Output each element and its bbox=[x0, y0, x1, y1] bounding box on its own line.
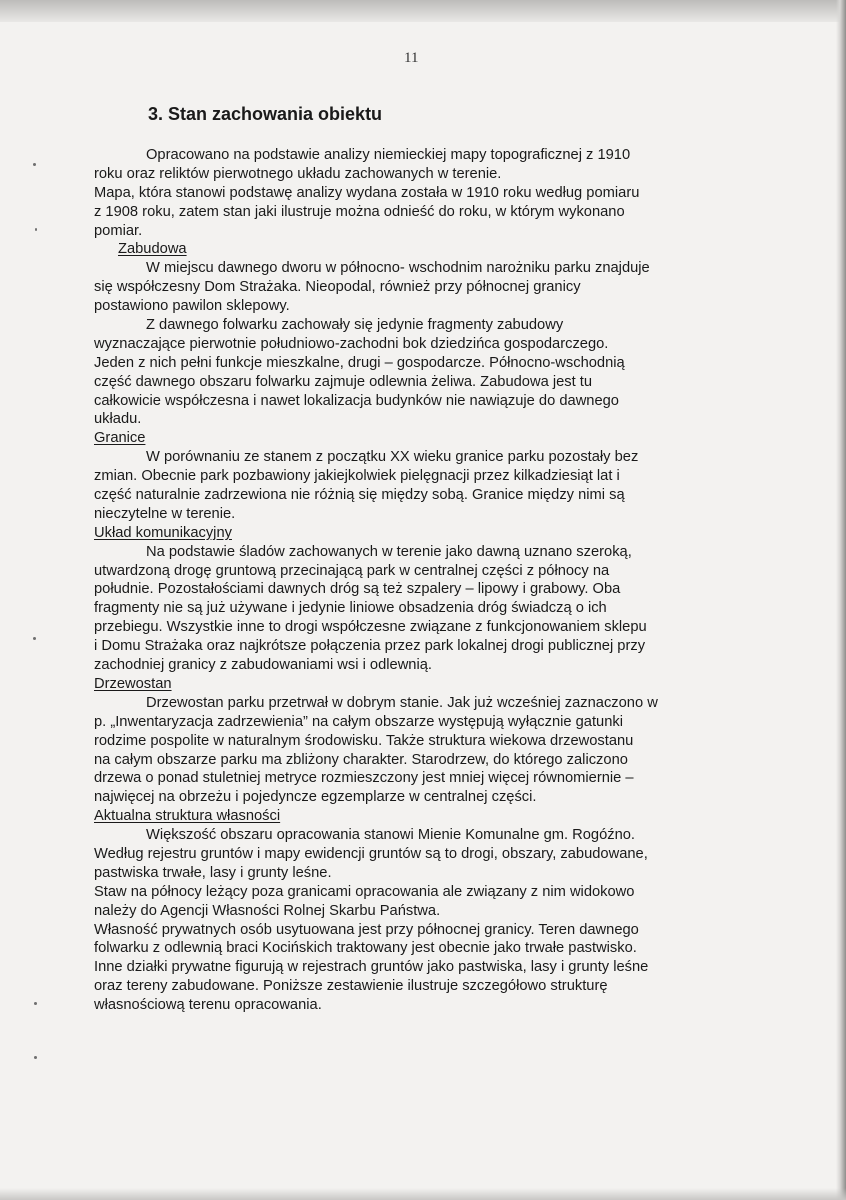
scan-speck bbox=[35, 228, 37, 231]
text-line: postawiono pawilon sklepowy. bbox=[94, 298, 290, 315]
subsection-heading: Zabudowa bbox=[118, 241, 187, 258]
text-line: i Domu Strażaka oraz najkrótsze połączenia przez park lokalnej drogi publicznej przy bbox=[94, 638, 646, 655]
text-line: Według rejestru gruntów i mapy ewidencji gruntów są to drogi, obszary, zabudowane, bbox=[94, 845, 648, 862]
scan-speck bbox=[33, 163, 36, 166]
text-line: najwięcej na obrzeżu i pojedyncze egzemplarze w centralnej części. bbox=[94, 789, 537, 806]
text-line: południe. Pozostałościami dawnych dróg są też szpalery – lipowy i grabowy. Oba bbox=[94, 581, 621, 598]
subsection-heading: Granice bbox=[94, 430, 146, 447]
text-line: Z dawnego folwarku zachowały się jedynie fragmenty zabudowy bbox=[146, 317, 564, 334]
text-line: Większość obszaru opracowania stanowi Mienie Komunalne gm. Rogóźno. bbox=[146, 827, 636, 844]
text-line: własnościową terenu opracowania. bbox=[94, 997, 322, 1014]
text-line: Własność prywatnych osób usytuowana jest przy północnej granicy. Teren dawnego bbox=[94, 921, 639, 938]
text-line: Mapa, która stanowi podstawę analizy wydana została w 1910 roku według pomiaru bbox=[94, 184, 640, 201]
text-line: z 1908 roku, zatem stan jaki ilustruje można odnieść do roku, w którym wykonano bbox=[94, 203, 625, 220]
text-line: na całym obszarze parku ma zbliżony charakter. Starodrzew, do którego zaliczono bbox=[94, 751, 628, 768]
subsection-heading: Aktualna struktura własności bbox=[94, 808, 281, 825]
scan-edge-top bbox=[0, 0, 846, 22]
text-line: rodzime pospolite w naturalnym środowisku. Także struktura wiekowa drzewostanu bbox=[94, 732, 634, 749]
text-line: całkowicie współczesna i nawet lokalizacja budynków nie nawiązuje do dawnego bbox=[94, 392, 619, 409]
text-line: Opracowano na podstawie analizy niemieckiej mapy topograficznej z 1910 bbox=[146, 147, 631, 163]
text-line: się współczesny Dom Strażaka. Nieopodal, również przy północnej granicy bbox=[94, 279, 581, 296]
text-line: zmian. Obecnie park pozbawiony jakiejkolwiek pielęgnacji przez kilkadziesiąt lat i bbox=[94, 468, 620, 485]
text-line: pastwiska trwałe, lasy i grunty leśne. bbox=[94, 864, 332, 881]
text-line: utwardzoną drogę gruntową przecinającą park w centralnej części z północy na bbox=[94, 562, 610, 579]
text-line: roku oraz reliktów pierwotnego układu zachowanych w terenie. bbox=[94, 165, 502, 182]
text-line: wyznaczające pierwotnie południowo-zachodni bok dziedzińca gospodarczego. bbox=[94, 335, 609, 352]
scan-edge-bottom bbox=[0, 1188, 846, 1200]
scan-speck bbox=[33, 637, 36, 640]
text-line: Inne działki prywatne figurują w rejestrach gruntów jako pastwiska, lasy i grunty leśne bbox=[94, 959, 649, 976]
document-body bbox=[94, 146, 754, 1015]
text-line: Staw na północy leżący poza granicami opracowania ale związany z nim widokowo bbox=[94, 883, 635, 900]
text-line: Drzewostan parku przetrwał w dobrym stanie. Jak już wcześniej zaznaczono w bbox=[146, 694, 658, 711]
text-line: układu. bbox=[94, 411, 142, 428]
subsection-heading: Układ komunikacyjny bbox=[94, 524, 232, 541]
text-line: folwarku z odlewnią braci Kocińskich traktowany jest obecnie jako trwałe pastwisko. bbox=[94, 940, 637, 957]
text-line: przebiegu. Wszystkie inne to drogi współczesne związane z funkcjonowaniem sklepu bbox=[94, 619, 647, 636]
section-heading: 3. Stan zachowania obiektu bbox=[148, 104, 383, 124]
text-line: Jeden z nich pełni funkcje mieszkalne, drugi – gospodarcze. Północno-wschodnią bbox=[94, 354, 625, 371]
text-line: p. „Inwentaryzacja zadrzewienia” na całym obszarze występują wyłącznie gatunki bbox=[94, 713, 623, 730]
text-line: W porównaniu ze stanem z początku XX wieku granice parku pozostały bez bbox=[146, 449, 639, 466]
text-line: zachodniej granicy z zabudowaniami wsi i odlewnią. bbox=[94, 657, 432, 674]
scan-speck bbox=[34, 1056, 37, 1059]
text-line: drzewa o ponad stuletniej metryce rozmieszczony jest mniej więcej równomiernie – bbox=[94, 770, 634, 787]
scan-speck bbox=[34, 1002, 37, 1005]
text-line: należy do Agencji Własności Rolnej Skarbu Państwa. bbox=[94, 902, 441, 919]
text-line: W miejscu dawnego dworu w północno- wschodnim narożniku parku znajduje bbox=[146, 260, 650, 277]
subsection-heading: Drzewostan bbox=[94, 675, 172, 692]
text-line: część dawnego obszaru folwarku zajmuje odlewnia żeliwa. Zabudowa jest tu bbox=[94, 373, 593, 390]
page-number: 11 bbox=[404, 50, 419, 66]
text-line: nieczytelne w terenie. bbox=[94, 505, 236, 522]
text-line: fragmenty nie są już używane i jedynie liniowe obsadzenia dróg świadczą o ich bbox=[94, 600, 607, 617]
text-line: pomiar. bbox=[94, 222, 143, 239]
text-line: Na podstawie śladów zachowanych w terenie jako dawną uznano szeroką, bbox=[146, 543, 632, 560]
text-line: część naturalnie zadrzewiona nie różnią się między sobą. Granice między nimi są bbox=[94, 487, 625, 504]
text-line: oraz tereny zabudowane. Poniższe zestawienie ilustruje szczegółowo strukturę bbox=[94, 978, 608, 995]
scan-edge-right bbox=[836, 0, 846, 1200]
